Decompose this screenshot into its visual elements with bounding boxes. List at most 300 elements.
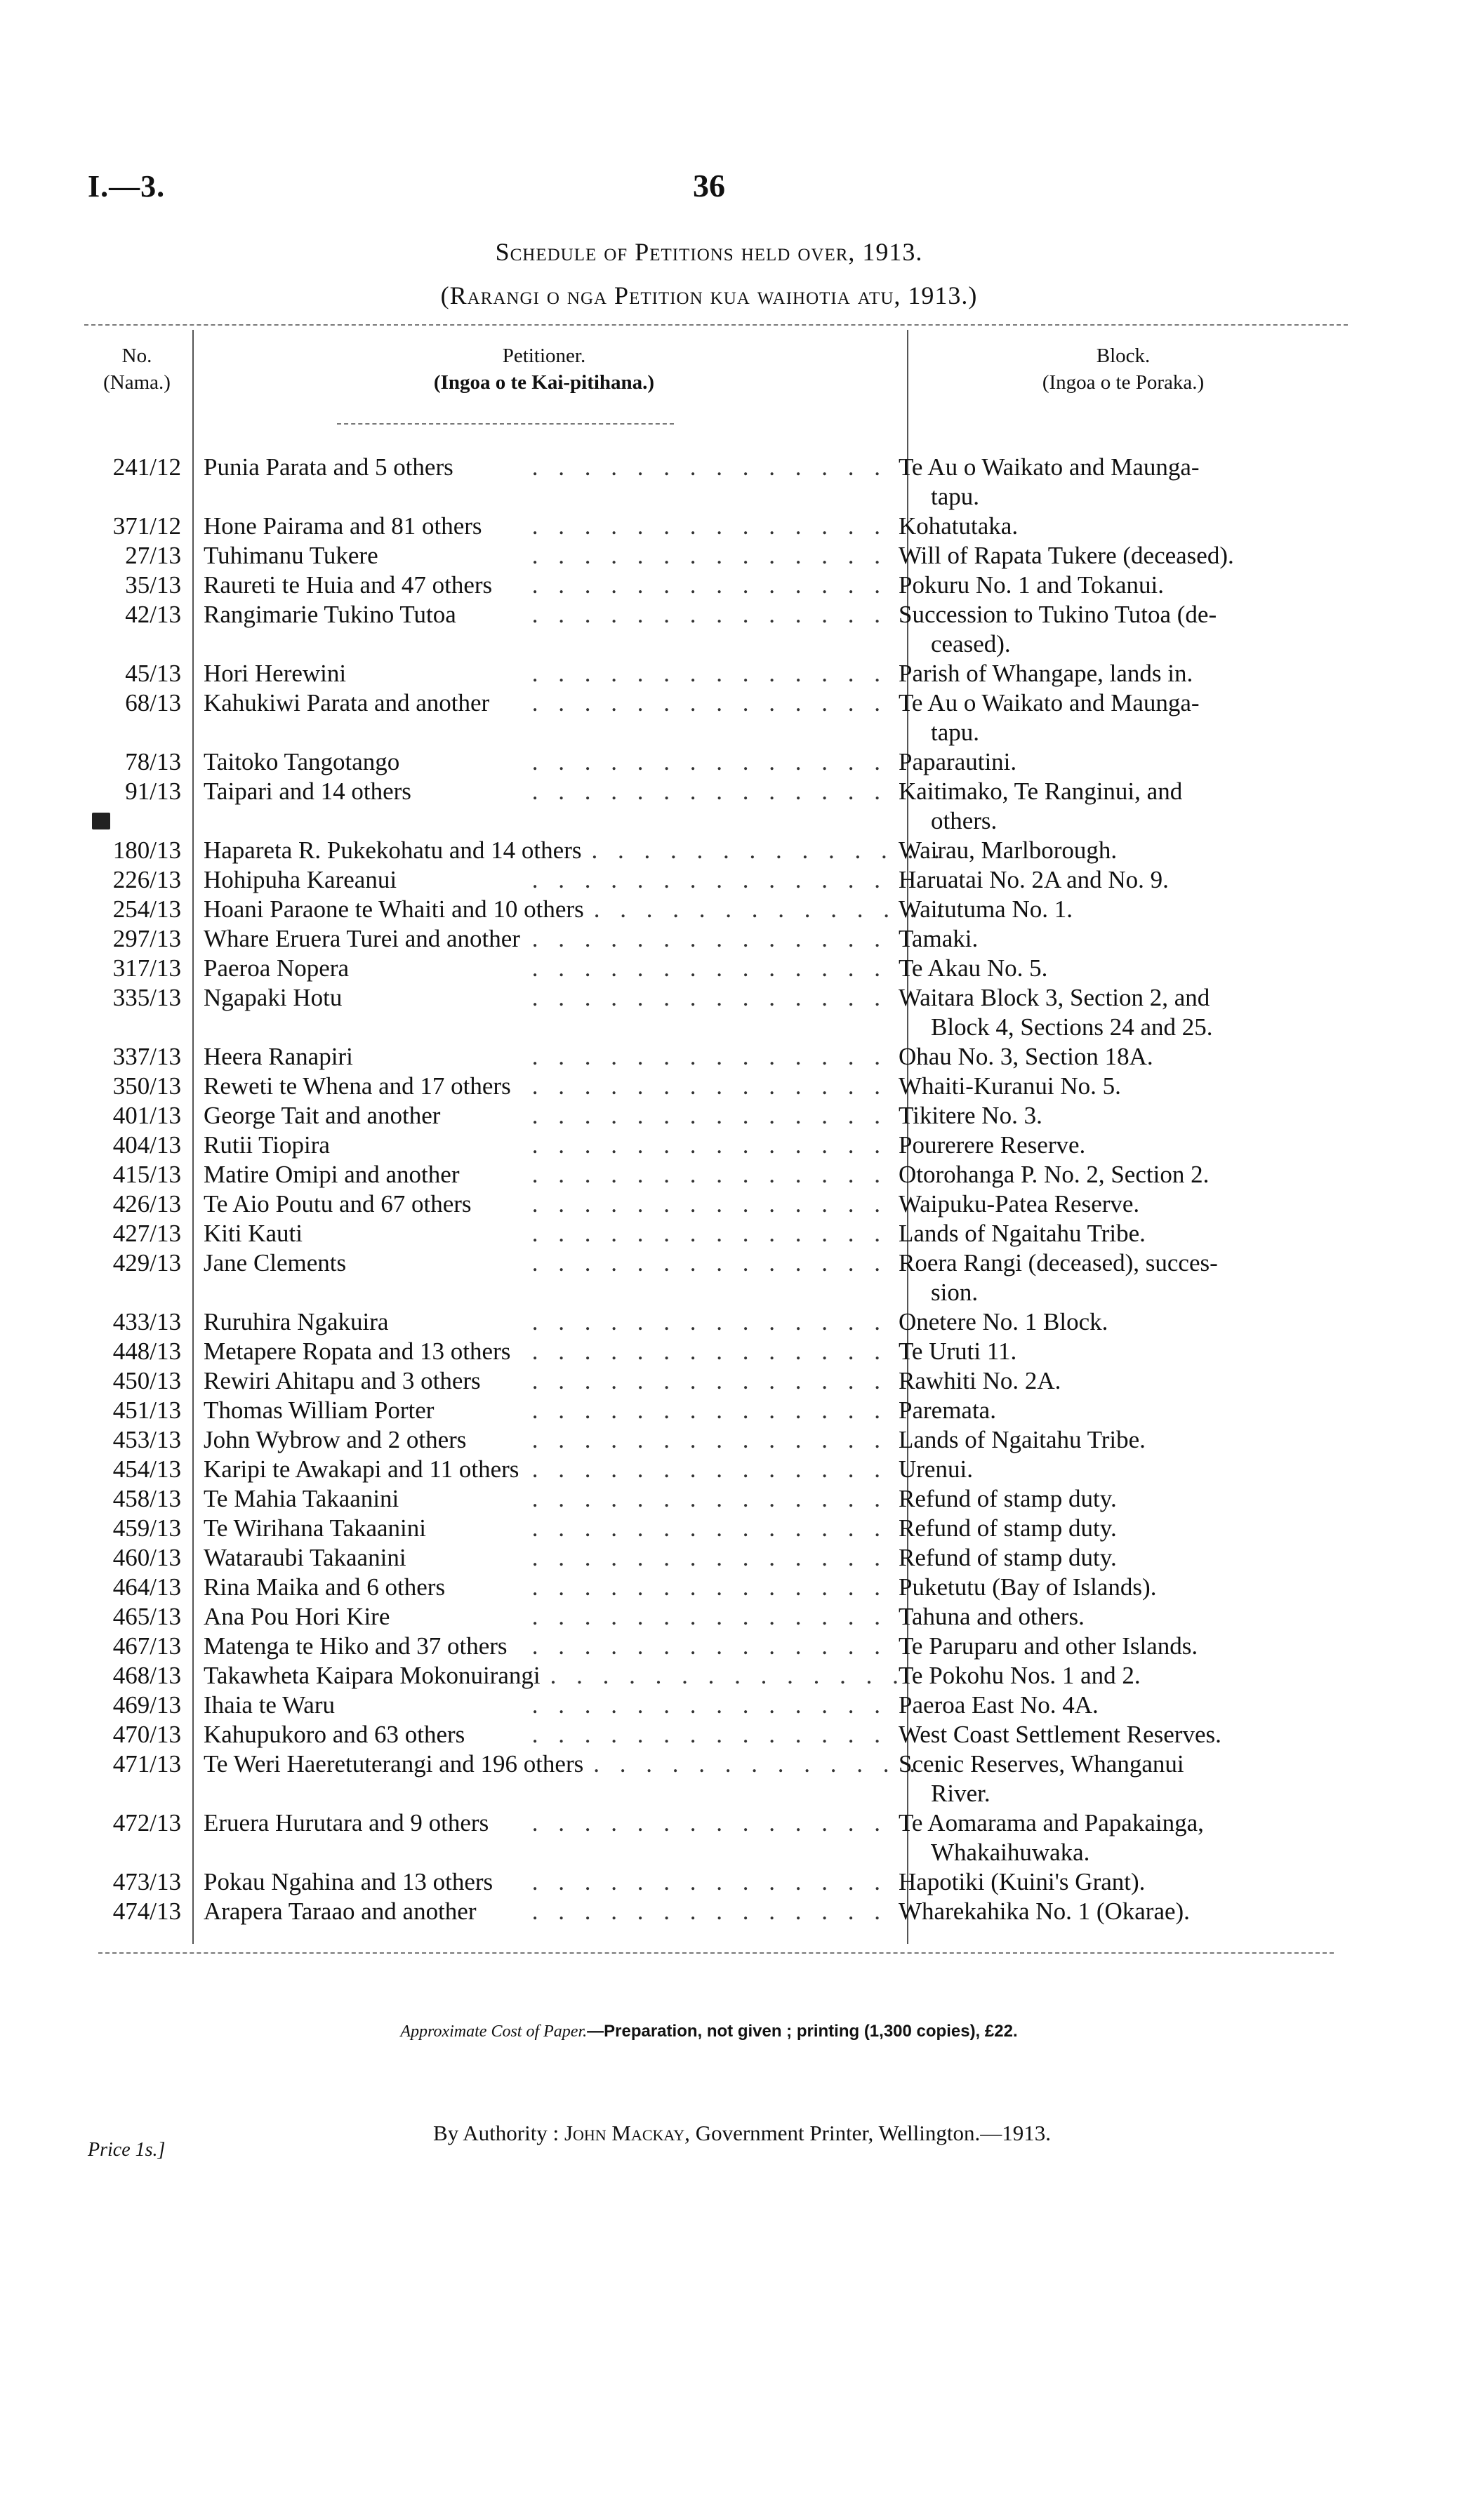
petitioner-cell [194, 1514, 887, 1543]
petitioner-name: Rewiri Ahitapu and 3 others [204, 1367, 481, 1394]
block-cell [887, 1337, 1309, 1366]
table-row [84, 1131, 1348, 1160]
petitioner-name: Hapareta R. Pukekohatu and 14 others [204, 836, 582, 864]
leader-dots: . . . . . . . . . . . . . . [531, 866, 887, 893]
leader-dots: . . . . . . . . . . . . . . [593, 895, 949, 923]
block-name: Succession to Tukino Tutoa (de- [899, 601, 1217, 628]
petition-number: 453/13 [112, 1426, 181, 1453]
leader-dots: . . . . . . . . . . . . . . [531, 984, 887, 1011]
block-name: Otorohanga P. No. 2, Section 2. [899, 1161, 1210, 1188]
block-name: Paremata. [899, 1396, 996, 1424]
petitioner-cell [194, 1808, 887, 1838]
block-name: Whaiti-Kuranui No. 5. [899, 1072, 1121, 1100]
petitioner-cell [194, 1720, 887, 1749]
table-row [84, 1484, 1348, 1514]
block-cell [887, 1189, 1309, 1219]
petitioner-name: Heera Ranapiri [204, 1043, 353, 1070]
cost-note-label: Approximate Cost of Paper. [400, 2022, 588, 2041]
table-top-rule [84, 324, 1348, 326]
petitioner-cell [194, 1867, 887, 1897]
block-name: Tahuna and others. [899, 1603, 1085, 1630]
block-cell [887, 1808, 1309, 1867]
petitioner-name: Kahupukoro and 63 others [204, 1721, 465, 1748]
petition-number: 350/13 [112, 1072, 181, 1100]
leader-dots: . . . . . . . . . . . . . . [531, 1898, 887, 1925]
authority-suffix: Government Printer, Wellington.—1913. [695, 2121, 1051, 2145]
block-cell [887, 1484, 1309, 1514]
petition-number: 415/13 [112, 1161, 181, 1188]
table-row [84, 954, 1348, 983]
block-name: Haruatai No. 2A and No. 9. [899, 866, 1169, 893]
petitioner-cell [194, 1131, 887, 1160]
petitioner-name: Rangimarie Tukino Tutoa [204, 601, 456, 628]
petition-number: 468/13 [112, 1662, 181, 1689]
petition-number: 27/13 [125, 542, 181, 569]
block-cell [887, 659, 1309, 688]
block-name: Onetere No. 1 Block. [899, 1308, 1108, 1335]
leader-dots: . . . . . . . . . . . . . . [531, 1161, 887, 1188]
petitioner-name: Kahukiwi Parata and another [204, 689, 490, 716]
block-name: Refund of stamp duty. [899, 1485, 1117, 1512]
leader-dots: . . . . . . . . . . . . . . [531, 1396, 887, 1424]
petition-number: 470/13 [112, 1721, 181, 1748]
petitioner-cell [194, 1307, 887, 1337]
petitioner-cell [194, 453, 887, 482]
block-name: Waitara Block 3, Section 2, and [899, 984, 1210, 1011]
block-cell [887, 1072, 1309, 1101]
petitioner-name: Taitoko Tangotango [204, 748, 400, 775]
authority-line [0, 2121, 1484, 2146]
table-row [84, 1189, 1348, 1219]
table-row [84, 1425, 1348, 1455]
table-row [84, 747, 1348, 777]
table-row [84, 453, 1348, 512]
table-row [84, 1749, 1348, 1808]
block-name: Te Au o Waikato and Maunga- [899, 453, 1200, 481]
block-cell [887, 1543, 1309, 1573]
petitioner-cell [194, 1160, 887, 1189]
petition-number: 335/13 [112, 984, 181, 1011]
petitioner-cell [194, 571, 887, 600]
petitioner-name: Ihaia te Waru [204, 1691, 335, 1719]
block-cell [887, 1661, 1309, 1691]
leader-dots: . . . . . . . . . . . . . . [531, 1249, 887, 1276]
petitioner-cell [194, 747, 887, 777]
block-name: Urenui. [899, 1455, 973, 1483]
block-name: Hapotiki (Kuini's Grant). [899, 1868, 1146, 1895]
table-row [84, 1543, 1348, 1573]
block-name: Te Paruparu and other Islands. [899, 1632, 1198, 1660]
petitioner-name: Thomas William Porter [204, 1396, 435, 1424]
table-row [84, 983, 1348, 1042]
petitioner-name: Tuhimanu Tukere [204, 542, 378, 569]
block-cell [887, 512, 1309, 541]
table-row [84, 1897, 1348, 1926]
leader-dots: . . . . . . . . . . . . . . [531, 1721, 887, 1748]
petitioner-cell [194, 1219, 887, 1248]
petitioner-name: Te Wirihana Takaanini [204, 1514, 426, 1542]
petitioner-name: Pokau Ngahina and 13 others [204, 1868, 493, 1895]
subtitle-open-paren: ( [440, 281, 450, 309]
petitioner-name: Raureti te Huia and 47 others [204, 571, 493, 599]
petition-number: 45/13 [125, 660, 181, 687]
block-name: Kaitimako, Te Ranginui, and [899, 778, 1183, 805]
block-cell [887, 453, 1309, 512]
petition-number: 473/13 [112, 1868, 181, 1895]
petitioner-cell [194, 836, 947, 865]
block-name: Te Aomarama and Papakainga, [899, 1809, 1204, 1836]
leader-dots: . . . . . . . . . . . . . . [531, 660, 887, 687]
block-cell [887, 865, 1309, 895]
column-header-no-label: No. [121, 345, 152, 367]
petition-number: 451/13 [112, 1396, 181, 1424]
block-cell [887, 924, 1309, 954]
block-name: Te Uruti 11. [899, 1338, 1017, 1365]
table-row [84, 1573, 1348, 1602]
table-row [84, 541, 1348, 571]
petition-number: 448/13 [112, 1338, 181, 1365]
petitioner-cell [194, 1248, 887, 1278]
leader-dots: . . . . . . . . . . . . . . [531, 1809, 887, 1836]
petitioner-cell [194, 1691, 887, 1720]
petitioner-name: Rutii Tiopira [204, 1131, 330, 1159]
block-name: Kohatutaka. [899, 512, 1019, 540]
petition-number: 68/13 [125, 689, 181, 716]
leader-dots: . . . . . . . . . . . . . . [531, 1426, 887, 1453]
leader-dots: . . . . . . . . . . . . . . [531, 1102, 887, 1129]
petitioner-cell [194, 1425, 887, 1455]
header-bottom-rule [337, 423, 674, 425]
table-row [84, 571, 1348, 600]
petitioner-name: Metapere Ropata and 13 others [204, 1338, 511, 1365]
petitioner-cell [194, 1661, 906, 1691]
leader-dots: . . . . . . . . . . . . . . [531, 1043, 887, 1070]
petitioner-name: Hoani Paraone te Whaiti and 10 others [204, 895, 584, 923]
petition-number: 78/13 [125, 748, 181, 775]
leader-dots: . . . . . . . . . . . . . . [531, 689, 887, 716]
subtitle-close-paren: ) [968, 281, 978, 309]
table-row [84, 895, 1348, 924]
petitioner-name: Reweti te Whena and 17 others [204, 1072, 511, 1100]
table-row [84, 1514, 1348, 1543]
petitioner-cell [194, 1042, 887, 1072]
block-cell [887, 777, 1309, 836]
leader-dots: . . . . . . . . . . . . . . [531, 925, 887, 952]
block-cell [887, 1720, 1309, 1749]
petitioner-cell [194, 1101, 887, 1131]
table-row [84, 659, 1348, 688]
column-header-block-maori: (Ingoa o te Poraka.) [1042, 371, 1205, 394]
petition-number: 472/13 [112, 1809, 181, 1836]
block-cell [887, 600, 1309, 659]
petitions-table [84, 453, 1348, 1926]
leader-dots: . . . . . . . . . . . . . . [531, 1632, 887, 1660]
table-row [84, 1808, 1348, 1867]
leader-dots: . . . . . . . . . . . . . . [531, 542, 887, 569]
leader-dots: . . . . . . . . . . . . . . [531, 453, 887, 481]
block-name: Waitutuma No. 1. [899, 895, 1073, 923]
block-cell [887, 1425, 1309, 1455]
block-name: Pourerere Reserve. [899, 1131, 1086, 1159]
block-cell [887, 1455, 1309, 1484]
petitioner-name: Te Mahia Takaanini [204, 1485, 399, 1512]
petition-number: 433/13 [112, 1308, 181, 1335]
petitioner-name: Matenga te Hiko and 37 others [204, 1632, 508, 1660]
petitioner-cell [194, 1072, 887, 1101]
block-name-continued: Block 4, Sections 24 and 25. [931, 1013, 1213, 1041]
table-row [84, 1455, 1348, 1484]
block-name: Ohau No. 3, Section 18A. [899, 1043, 1153, 1070]
leader-dots: . . . . . . . . . . . . . . [531, 1514, 887, 1542]
block-cell [887, 1366, 1309, 1396]
petitioner-cell [194, 1573, 887, 1602]
petitioner-cell [194, 1602, 887, 1632]
table-row [84, 924, 1348, 954]
block-cell [887, 1632, 1309, 1661]
petitioner-cell [194, 512, 887, 541]
petitioner-cell [194, 865, 887, 895]
block-cell [887, 688, 1309, 747]
petition-number: 297/13 [112, 925, 181, 952]
leader-dots: . . . . . . . . . . . . . . [531, 512, 887, 540]
petitioner-cell [194, 1366, 887, 1396]
petition-number: 429/13 [112, 1249, 181, 1276]
table-row [84, 1219, 1348, 1248]
petitioner-name: Takawheta Kaipara Mokonuirangi [204, 1662, 541, 1689]
block-cell [887, 983, 1309, 1042]
petition-number: 337/13 [112, 1043, 181, 1070]
petitioner-cell [194, 600, 887, 629]
petitioner-cell [194, 541, 887, 571]
petitioner-cell [194, 1455, 887, 1484]
block-name: Tikitere No. 3. [899, 1102, 1042, 1129]
table-bottom-rule [98, 1952, 1334, 1954]
block-name: Lands of Ngaitahu Tribe. [899, 1426, 1146, 1453]
block-cell [887, 747, 1309, 777]
petition-number: 226/13 [112, 866, 181, 893]
block-cell [887, 1602, 1309, 1632]
block-name: Pokuru No. 1 and Tokanui. [899, 571, 1164, 599]
block-name: Tamaki. [899, 925, 979, 952]
block-name: Te Akau No. 5. [899, 954, 1048, 982]
table-row [84, 836, 1348, 865]
table-row [84, 1396, 1348, 1425]
page-id: I.—3. [88, 169, 166, 204]
block-name: Lands of Ngaitahu Tribe. [899, 1220, 1146, 1247]
petition-number: 401/13 [112, 1102, 181, 1129]
petitioner-name: Arapera Taraao and another [204, 1898, 477, 1925]
petitioner-name: Wataraubi Takaanini [204, 1544, 406, 1571]
leader-dots: . . . . . . . . . . . . . . [531, 1868, 887, 1895]
leader-dots: . . . . . . . . . . . . . . [531, 1131, 887, 1159]
schedule-subtitle-year: 1913. [908, 281, 969, 309]
petitioner-cell [194, 1484, 887, 1514]
leader-dots: . . . . . . . . . . . . . . [531, 1308, 887, 1335]
table-row [84, 512, 1348, 541]
block-cell [887, 571, 1309, 600]
petitioner-name: Jane Clements [204, 1249, 347, 1276]
petition-number: 469/13 [112, 1691, 181, 1719]
petitioner-name: Paeroa Nopera [204, 954, 349, 982]
leader-dots: . . . . . . . . . . . . . . [531, 1573, 887, 1601]
petitioner-name: Whare Eruera Turei and another [204, 925, 520, 952]
petition-number: 241/12 [112, 453, 181, 481]
column-header-no-maori: (Nama.) [103, 371, 171, 394]
leader-dots: . . . . . . . . . . . . . . [531, 1544, 887, 1571]
table-row [84, 777, 1348, 836]
block-cell [887, 1160, 1309, 1189]
table-row [84, 1632, 1348, 1661]
table-row [84, 1867, 1348, 1897]
schedule-title-year: 1913. [862, 238, 923, 266]
price-note: Price 1s.] [88, 2139, 166, 2161]
block-name: Puketutu (Bay of Islands). [899, 1573, 1157, 1601]
block-name: Wharekahika No. 1 (Okarae). [899, 1898, 1190, 1925]
petition-number: 464/13 [112, 1573, 181, 1601]
cost-note-text: —Preparation, not given ; printing (1,300 copies), £22. [587, 2022, 1018, 2041]
leader-dots: . . . . . . . . . . . . . . [531, 1603, 887, 1630]
petitioner-name: George Tait and another [204, 1102, 441, 1129]
column-header-block-label: Block. [1096, 345, 1151, 367]
block-name: Roera Rangi (deceased), succes- [899, 1249, 1218, 1276]
leader-dots: . . . . . . . . . . . . . . [593, 1750, 949, 1778]
petitioner-cell [194, 777, 887, 806]
table-row [84, 1691, 1348, 1720]
petition-number: 317/13 [112, 954, 181, 982]
petitioner-name: Taipari and 14 others [204, 778, 411, 805]
block-cell [887, 1248, 1309, 1307]
block-cell [887, 1101, 1309, 1131]
leader-dots: . . . . . . . . . . . . . . [531, 1691, 887, 1719]
block-cell [887, 1749, 1309, 1808]
column-header-petitioner [197, 342, 892, 396]
table-row [84, 1602, 1348, 1632]
leader-dots: . . . . . . . . . . . . . . [531, 1485, 887, 1512]
petitioner-cell [194, 1749, 949, 1779]
authority-prefix: By Authority : [433, 2121, 559, 2145]
block-name: Refund of stamp duty. [899, 1544, 1117, 1571]
petitioner-cell [194, 1337, 887, 1366]
petitioner-name: Ana Pou Hori Kire [204, 1603, 390, 1630]
leader-dots: . . . . . . . . . . . . . . [531, 778, 887, 805]
block-name: Paparautini. [899, 748, 1017, 775]
block-cell [887, 1867, 1309, 1897]
petition-number: 42/13 [125, 601, 181, 628]
block-cell [887, 1573, 1309, 1602]
block-name-continued: Whakaihuwaka. [931, 1839, 1090, 1866]
block-name: Refund of stamp duty. [899, 1514, 1117, 1542]
block-cell [887, 1396, 1309, 1425]
petitioner-name: Te Weri Haeretuterangi and 196 others [204, 1750, 584, 1778]
block-cell [887, 541, 1309, 571]
petitioner-cell [194, 954, 887, 983]
petitioner-cell [194, 924, 887, 954]
leader-dots: . . . . . . . . . . . . . . [550, 1662, 906, 1689]
leader-dots: . . . . . . . . . . . . . . [531, 571, 887, 599]
petition-number: 471/13 [112, 1750, 181, 1778]
block-cell [887, 1131, 1309, 1160]
table-row [84, 1072, 1348, 1101]
block-name: Paeroa East No. 4A. [899, 1691, 1099, 1719]
block-cell [887, 1691, 1309, 1720]
column-header-no [84, 342, 190, 396]
petitioner-cell [194, 983, 887, 1013]
table-row [84, 1248, 1348, 1307]
block-name: Wairau, Marlborough. [899, 836, 1118, 864]
block-name-continued: tapu. [931, 719, 980, 746]
block-name: Te Au o Waikato and Maunga- [899, 689, 1200, 716]
petitioner-name: John Wybrow and 2 others [204, 1426, 467, 1453]
petitioner-name: Karipi te Awakapi and 11 others [204, 1455, 519, 1483]
table-row [84, 1042, 1348, 1072]
block-cell [887, 1514, 1309, 1543]
petitioner-name: Ruruhira Ngakuira [204, 1308, 389, 1335]
block-cell [887, 895, 1309, 924]
petitioner-cell [194, 1396, 887, 1425]
petitioner-name: Rina Maika and 6 others [204, 1573, 446, 1601]
petitioner-cell [194, 659, 887, 688]
cost-note [0, 2022, 1418, 2041]
petition-number: 427/13 [112, 1220, 181, 1247]
block-name: Scenic Reserves, Whanganui [899, 1750, 1184, 1778]
table-row [84, 1337, 1348, 1366]
petitioner-name: Hone Pairama and 81 others [204, 512, 482, 540]
table-row [84, 688, 1348, 747]
petition-number: 460/13 [112, 1544, 181, 1571]
petitioner-cell [194, 688, 887, 718]
leader-dots: . . . . . . . . . . . . . . [531, 1190, 887, 1218]
leader-dots: . . . . . . . . . . . . . . [591, 836, 947, 864]
petitioner-name: Eruera Hurutara and 9 others [204, 1809, 489, 1836]
block-name: Waipuku-Patea Reserve. [899, 1190, 1140, 1218]
petition-number: 180/13 [112, 836, 181, 864]
table-row [84, 1661, 1348, 1691]
petition-number: 454/13 [112, 1455, 181, 1483]
block-cell [887, 1042, 1309, 1072]
schedule-subtitle-text: Rarangi o nga Petition kua waihotia atu, [449, 281, 901, 309]
petition-number: 404/13 [112, 1131, 181, 1159]
table-row [84, 1366, 1348, 1396]
table-row [84, 1307, 1348, 1337]
block-name-continued: River. [931, 1780, 991, 1807]
leader-dots: . . . . . . . . . . . . . . [531, 1220, 887, 1247]
petition-number: 458/13 [112, 1485, 181, 1512]
petitioner-name: Punia Parata and 5 others [204, 453, 453, 481]
table-row [84, 600, 1348, 659]
block-name: Parish of Whangape, lands in. [899, 660, 1193, 687]
petitioner-name: Ngapaki Hotu [204, 984, 343, 1011]
column-header-block [913, 342, 1334, 396]
petitioner-name: Te Aio Poutu and 67 others [204, 1190, 472, 1218]
petition-number: 474/13 [112, 1898, 181, 1925]
leader-dots: . . . . . . . . . . . . . . [531, 1338, 887, 1365]
schedule-title [0, 237, 1418, 267]
column-header-petitioner-label: Petitioner. [502, 345, 586, 367]
block-cell [887, 1897, 1309, 1926]
leader-dots: . . . . . . . . . . . . . . [531, 1455, 887, 1483]
petitioner-name: Kiti Kauti [204, 1220, 303, 1247]
petitioner-cell [194, 1543, 887, 1573]
petitioner-cell [194, 895, 949, 924]
column-header-petitioner-maori: (Ingoa o te Kai-pitihana.) [433, 371, 655, 394]
leader-dots: . . . . . . . . . . . . . . [531, 954, 887, 982]
petitioner-name: Hori Herewini [204, 660, 347, 687]
petitioner-name: Matire Omipi and another [204, 1161, 460, 1188]
petition-number: 459/13 [112, 1514, 181, 1542]
table-row [84, 865, 1348, 895]
block-name: Rawhiti No. 2A. [899, 1367, 1061, 1394]
schedule-subtitle [0, 281, 1418, 310]
